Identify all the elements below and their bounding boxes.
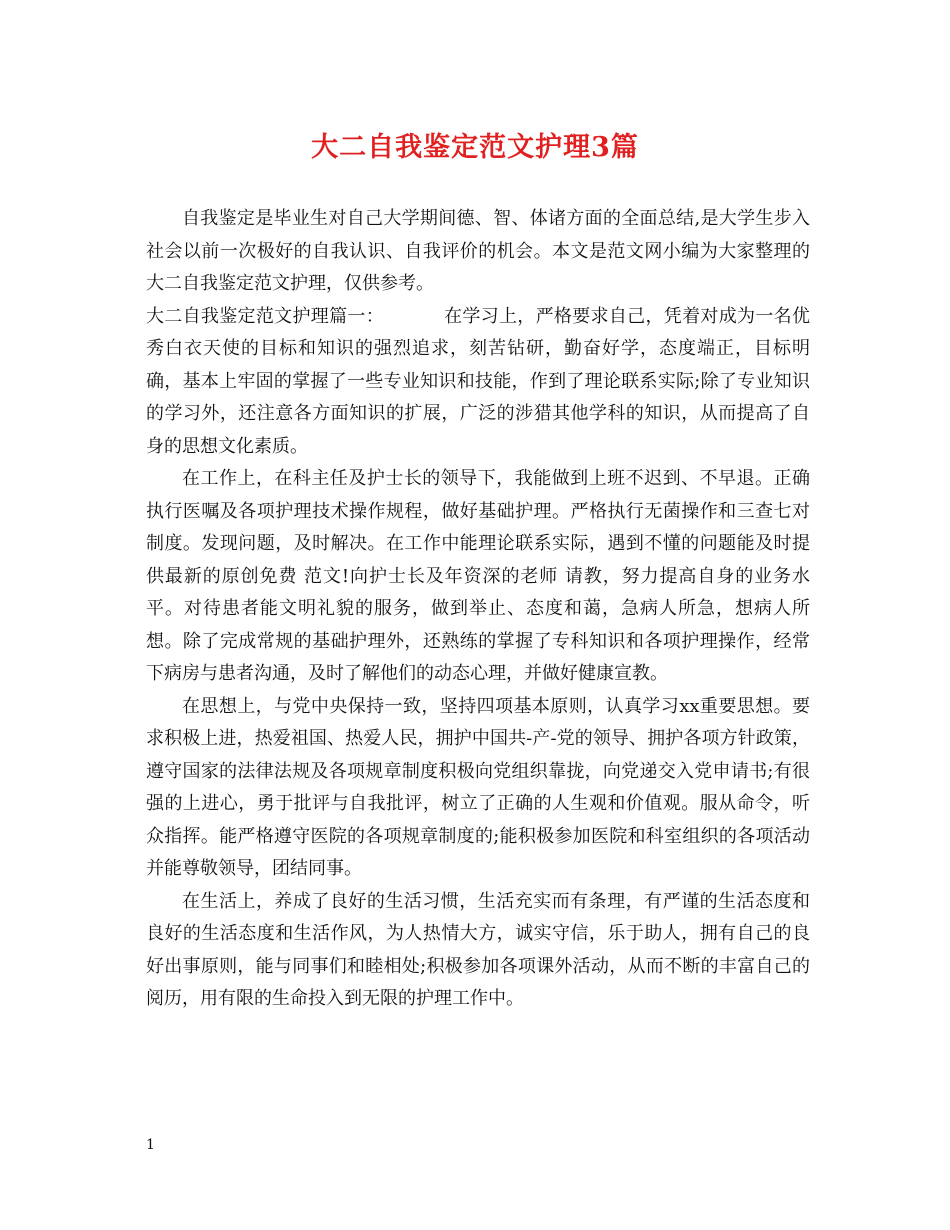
section-1-life-paragraph: 在生活上，养成了良好的生活习惯，生活充实而有条理，有严谨的生活态度和良好的生活态度和生活作风，为人热情大方，诚实守信，乐于助人，拥有自己的良好出事原则，能与同事们和睦相处;积极参加各项课外活动，从而不断的丰富自己的阅历，用有限的生命投入到无限的护理工作中。 (146, 890, 810, 1009)
section-1-study-text: 在学习上，严格要求自己，凭着对成为一名优秀白衣天使的目标和知识的强烈追求，刻苦钻研，勤奋好学，态度端正，目标明确，基本上牢固的掌握了一些专业知识和技能，作到了理论联系实际;除了专业知识的学习外，还注意各方面知识的扩展，广泛的涉猎其他学科的知识，从而提高了自身的思想文化素质。 (146, 305, 810, 457)
page-number: 1 (146, 1137, 155, 1153)
section-1-first-paragraph (146, 301, 810, 464)
section-1-ideology-paragraph: 在思想上，与党中央保持一致，坚持四项基本原则，认真学习xx重要思想。要求积极上进，热爱祖国、热爱人民，拥护中国共-产-党的领导、拥护各项方针政策，遵守国家的法律法规及各项规章制度积极向党组织靠拢，向党递交入党申请书;有很强的上进心，勇于批评与自我批评，树立了正确的人生观和价值观。服从命令，听众指挥。能严格遵守医院的各项规章制度的;能积极参加医院和科室组织的各项活动并能尊敬领导，团结同事。 (146, 695, 810, 879)
document-body (146, 203, 810, 1016)
intro-paragraph: 自我鉴定是毕业生对自己大学期间德、智、体诸方面的全面总结,是大学生步入社会以前一次极好的自我认识、自我评价的机会。本文是范文网小编为大家整理的大二自我鉴定范文护理，仅供参考。 (146, 208, 810, 294)
document-title: 大二自我鉴定范文护理3篇 (311, 132, 639, 163)
section-1-work-paragraph: 在工作上，在科主任及护士长的领导下，我能做到上班不迟到、不早退。正确执行医嘱及各项护理技术操作规程，做好基础护理。严格执行无菌操作和三查七对制度。发现问题，及时解决。在工作中能理论联系实际，遇到不懂的问题能及时提供最新的原创免费 范文!向护士长及年资深的老师 请教，努力提高自身的业务水平。对待患者能文明礼貌的服务，做到举止、态度和蔼，急病人所急，想病人所想。除了完成常规的基础护理外，还熟练的掌握了专科知识和各项护理操作，经常下病房与患者沟通，及时了解他们的动态心理，并做好健康宣教。 (146, 468, 810, 684)
section-1-heading: 大二自我鉴定范文护理篇一： (146, 305, 385, 327)
